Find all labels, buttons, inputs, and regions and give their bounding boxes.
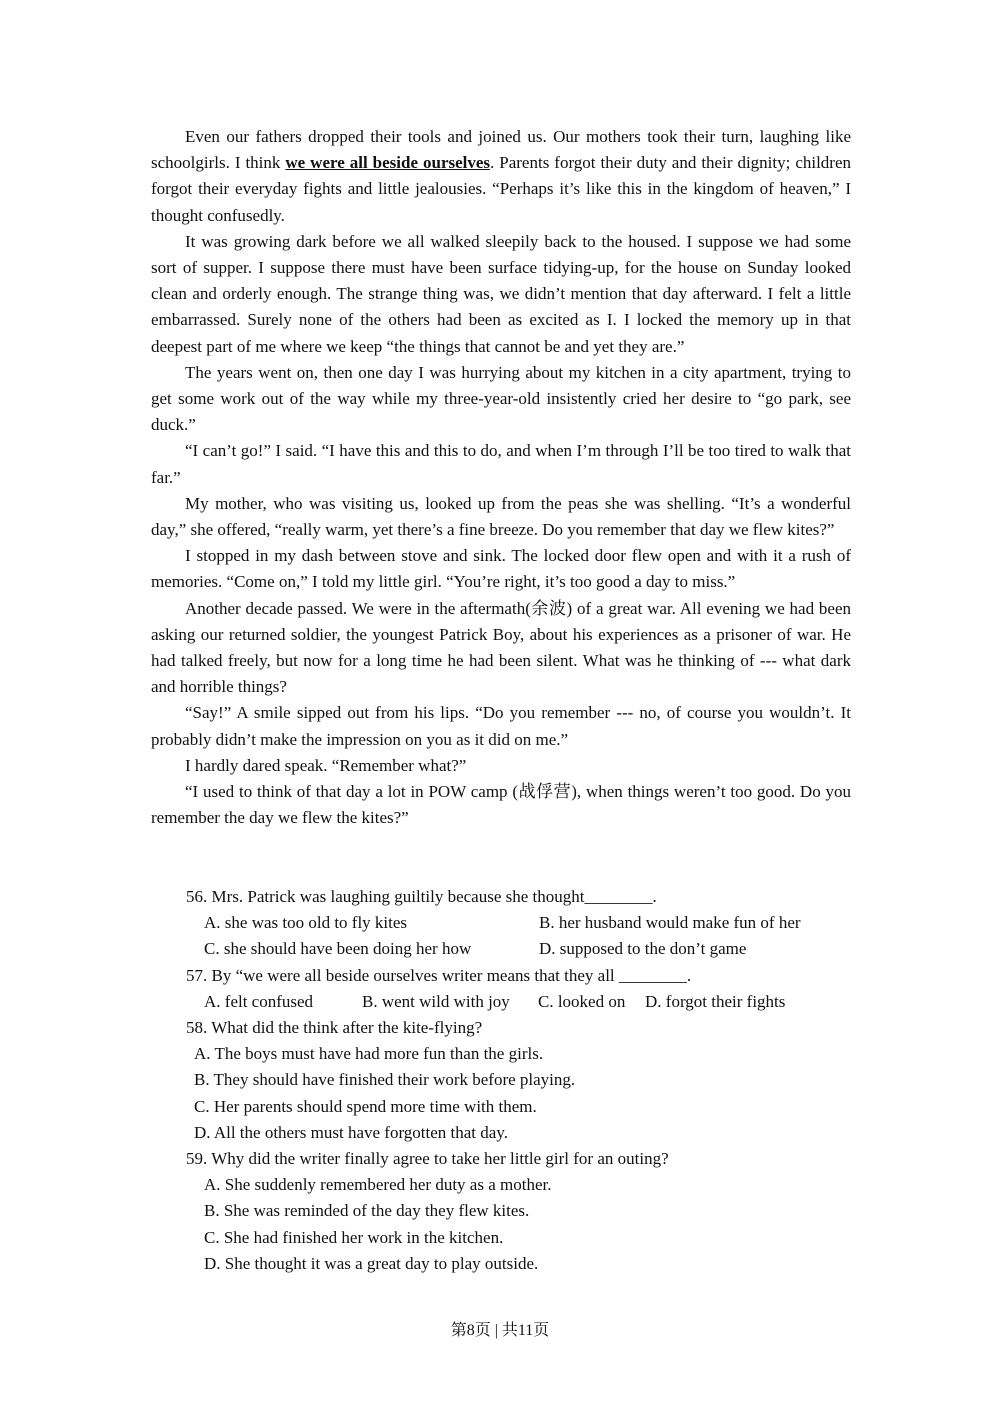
option-a[interactable]: A. She suddenly remembered her duty as a mother.	[204, 1175, 552, 1195]
option-b[interactable]: B. her husband would make fun of her	[539, 913, 801, 933]
passage-paragraph-6: I stopped in my dash between stove and sink. The locked door flew open and with it a rush of memories. “Come on,” I told my little girl. “You’re right, it’s too good a day to miss.”	[151, 546, 851, 592]
option-d[interactable]: D. supposed to the don’t game	[539, 939, 747, 959]
option-c[interactable]: C. She had finished her work in the kitchen.	[204, 1227, 504, 1247]
option-b[interactable]: B. She was reminded of the day they flew kites.	[204, 1201, 530, 1221]
question-58	[186, 1015, 846, 1146]
option-b[interactable]: B. They should have finished their work before playing.	[194, 1070, 576, 1090]
option-b[interactable]: B. went wild with joy	[362, 991, 510, 1011]
passage-paragraph-4: “I can’t go!” I said. “I have this and this to do, and when I’m through I’ll be too tired to walk that far.”	[151, 441, 851, 487]
option-a[interactable]: A. The boys must have had more fun than the girls.	[194, 1044, 544, 1064]
page-number-footer: 第8页 | 共11页	[450, 1322, 550, 1339]
question-options	[186, 1041, 846, 1146]
option-c[interactable]: C. she should have been doing her how	[204, 939, 472, 959]
passage-paragraph-2: It was growing dark before we all walked sleepily back to the housed. I suppose we had some sort of supper. I suppose there must have been surface tidying-up, for the house on Sunday looked clean and orderly enough. The strange thing was, we didn’t mention that day afterward. I felt a little embarrassed. Surely none of the others had been as excited as I. I locked the memory up in that deepest part of me where we keep “the things that cannot be and yet they are.”	[151, 231, 851, 356]
option-a[interactable]: A. felt confused	[204, 991, 314, 1011]
underlined-phrase: we were all beside ourselves	[285, 153, 491, 173]
passage-text: Even our fathers dropped their tools and joined us. Our mothers took their turn, laughing like schoolgirls. I think	[151, 127, 851, 173]
passage-paragraph-1	[151, 124, 851, 229]
question-56	[186, 884, 846, 963]
question-options	[186, 1172, 846, 1277]
passage-paragraph-10: “I used to think of that day a lot in POW camp (战俘营), when things weren’t too good. Do you remember the day we flew the kites?”	[151, 782, 851, 828]
passage-paragraph-7: Another decade passed. We were in the aftermath(余波) of a great war. All evening we had been asking our returned soldier, the youngest Patrick Boy, about his experiences as a prisoner of war. He had talked freely, but now for a long time he had been silent. What was he thinking of --- what dark and horrible things?	[151, 598, 851, 697]
option-a[interactable]: A. she was too old to fly kites	[204, 913, 408, 933]
question-stem: 58. What did the think after the kite-flying?	[186, 1018, 483, 1038]
reading-passage	[151, 124, 851, 831]
question-list	[186, 884, 846, 1277]
passage-paragraph-5: My mother, who was visiting us, looked up from the peas she was shelling. “It’s a wonderful day,” she offered, “really warm, yet there’s a fine breeze. Do you remember that day we flew kites?”	[151, 493, 851, 540]
option-d[interactable]: D. All the others must have forgotten that day.	[194, 1122, 508, 1142]
question-options	[186, 910, 846, 962]
passage-paragraph-9: I hardly dared speak. “Remember what?”	[185, 755, 467, 775]
question-stem: 59. Why did the writer finally agree to take her little girl for an outing?	[186, 1149, 669, 1169]
question-57	[186, 963, 846, 1015]
option-c[interactable]: C. looked on	[538, 991, 626, 1011]
passage-paragraph-8: “Say!” A smile sipped out from his lips. “Do you remember --- no, of course you wouldn’t. It probably didn’t make the impression on you as it did on me.”	[151, 703, 851, 749]
question-options	[186, 989, 846, 1015]
question-stem: 57. By “we were all beside ourselves writer means that they all ________.	[186, 965, 692, 985]
option-d[interactable]: D. forgot their fights	[645, 991, 786, 1011]
option-c[interactable]: C. Her parents should spend more time with them.	[194, 1096, 537, 1116]
question-59	[186, 1146, 846, 1277]
passage-text: . Parents forgot their duty and their dignity; children forgot their everyday fights and little jealousies. “Perhaps it’s like this in the kingdom of heaven,” I thought confusedly.	[151, 153, 852, 225]
passage-paragraph-3: The years went on, then one day I was hurrying about my kitchen in a city apartment, trying to get some work out of the way while my three-year-old insistently cried her desire to “go park, see duck.”	[151, 362, 851, 435]
option-d[interactable]: D. She thought it was a great day to play outside.	[204, 1253, 539, 1273]
question-stem: 56. Mrs. Patrick was laughing guiltily because she thought________.	[186, 887, 657, 906]
